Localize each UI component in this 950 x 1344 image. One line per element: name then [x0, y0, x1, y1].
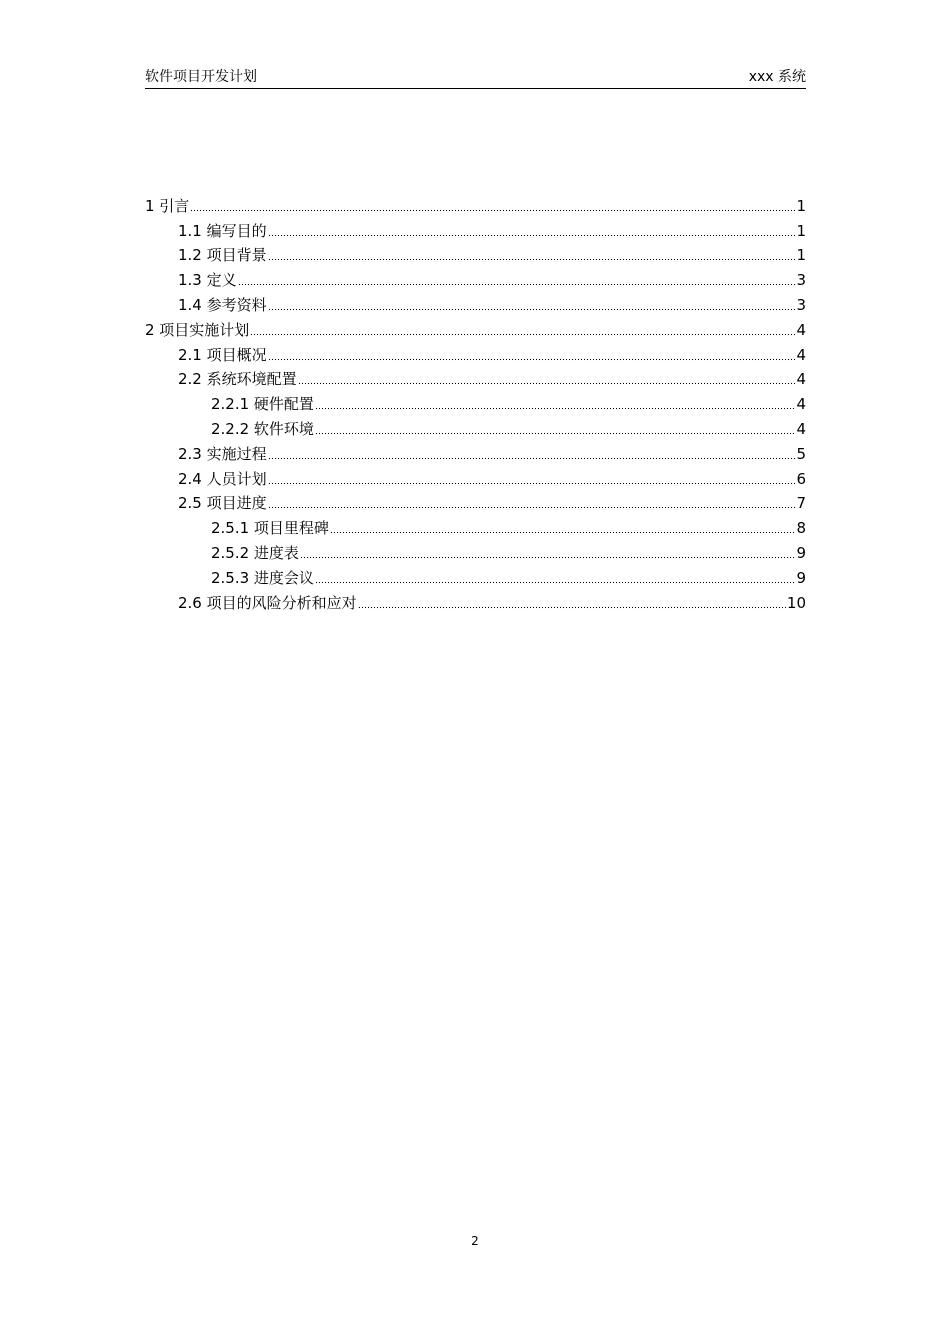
- toc-dot-leader: [268, 456, 796, 460]
- toc-dot-leader: [268, 505, 796, 509]
- toc-entry[interactable]: [145, 538, 806, 563]
- toc-entry-page: 4: [796, 419, 806, 438]
- toc-entry[interactable]: [145, 464, 806, 489]
- toc-entry-page: 1: [796, 196, 806, 215]
- toc-entry[interactable]: [145, 563, 806, 588]
- toc-dot-leader: [238, 282, 796, 286]
- toc-entry-page: 10: [786, 593, 806, 612]
- toc-dot-leader: [315, 580, 796, 584]
- toc-entry-title: 1.3 定义: [178, 271, 237, 290]
- toc-entry-page: 9: [796, 568, 806, 587]
- table-of-contents: [145, 191, 806, 613]
- toc-entry-title: 2.4 人员计划: [178, 469, 267, 488]
- toc-entry-page: 8: [796, 519, 806, 538]
- toc-entry[interactable]: [145, 216, 806, 241]
- toc-dot-leader: [268, 357, 796, 361]
- page-header: [145, 66, 806, 89]
- toc-entry-title: 2 项目实施计划: [145, 320, 250, 339]
- toc-entry-title: 1.1 编写目的: [178, 221, 267, 240]
- toc-entry[interactable]: [145, 588, 806, 613]
- toc-dot-leader: [268, 257, 796, 261]
- toc-entry-title: 2.3 实施过程: [178, 444, 267, 463]
- document-title: 软件项目开发计划: [145, 69, 257, 85]
- toc-entry[interactable]: [145, 241, 806, 266]
- toc-entry[interactable]: [145, 191, 806, 216]
- toc-entry[interactable]: [145, 414, 806, 439]
- toc-entry[interactable]: [145, 365, 806, 390]
- toc-dot-leader: [190, 208, 795, 212]
- toc-entry-page: 7: [796, 494, 806, 513]
- toc-entry-page: 5: [796, 444, 806, 463]
- toc-entry-title: 2.5 项目进度: [178, 494, 267, 513]
- toc-entry[interactable]: [145, 489, 806, 514]
- toc-entry-title: 2.5.1 项目里程碑: [211, 519, 329, 538]
- toc-dot-leader: [315, 406, 796, 410]
- toc-entry[interactable]: [145, 340, 806, 365]
- toc-entry[interactable]: [145, 439, 806, 464]
- toc-entry[interactable]: [145, 290, 806, 315]
- toc-entry-title: 1.2 项目背景: [178, 246, 267, 265]
- toc-entry-page: 3: [796, 271, 806, 290]
- toc-dot-leader: [300, 555, 796, 559]
- toc-entry-page: 4: [796, 320, 806, 339]
- toc-entry[interactable]: [145, 389, 806, 414]
- toc-entry-page: 6: [796, 469, 806, 488]
- toc-dot-leader: [268, 481, 796, 485]
- page-number: 2: [471, 1234, 479, 1248]
- toc-dot-leader: [268, 307, 796, 311]
- toc-dot-leader: [250, 332, 795, 336]
- toc-entry-title: 2.2 系统环境配置: [178, 370, 297, 389]
- toc-entry-page: 1: [796, 246, 806, 265]
- toc-dot-leader: [315, 431, 796, 435]
- toc-entry-page: 4: [796, 395, 806, 414]
- toc-entry-title: 2.2.1 硬件配置: [211, 395, 314, 414]
- toc-entry[interactable]: [145, 265, 806, 290]
- toc-entry-page: 3: [796, 295, 806, 314]
- toc-entry-title: 2.5.3 进度会议: [211, 568, 314, 587]
- system-name: xxx 系统: [748, 69, 806, 85]
- toc-entry-title: 2.5.2 进度表: [211, 543, 299, 562]
- toc-entry-title: 2.2.2 软件环境: [211, 419, 314, 438]
- toc-entry-title: 1.4 参考资料: [178, 295, 267, 314]
- toc-dot-leader: [268, 233, 796, 237]
- toc-entry[interactable]: [145, 513, 806, 538]
- toc-entry-page: 4: [796, 370, 806, 389]
- toc-entry-page: 1: [796, 221, 806, 240]
- toc-entry-page: 9: [796, 543, 806, 562]
- toc-dot-leader: [298, 381, 796, 385]
- toc-dot-leader: [330, 530, 796, 534]
- toc-entry-title: 2.1 项目概况: [178, 345, 267, 364]
- toc-entry-title: 2.6 项目的风险分析和应对: [178, 593, 357, 612]
- toc-entry[interactable]: [145, 315, 806, 340]
- toc-dot-leader: [358, 605, 786, 609]
- toc-entry-page: 4: [796, 345, 806, 364]
- toc-entry-title: 1 引言: [145, 196, 190, 215]
- page-footer: [0, 1234, 950, 1248]
